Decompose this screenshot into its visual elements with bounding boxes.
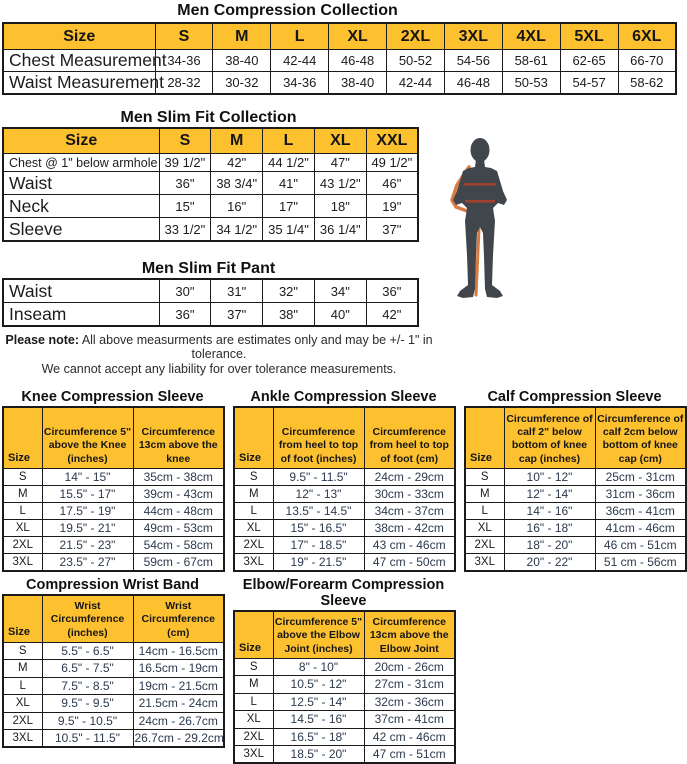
row-label: S: [234, 468, 273, 485]
cell: 14cm - 16.5cm: [133, 642, 224, 660]
row-label: Waist: [3, 172, 159, 195]
column-header: XL: [329, 23, 387, 50]
cell: 9.5" - 11.5": [273, 468, 364, 485]
row-label: Sleeve: [3, 218, 159, 242]
cell: 15" - 16.5": [273, 519, 364, 536]
cell: 24cm - 26.7cm: [133, 712, 224, 730]
table-row: [234, 553, 455, 571]
cell: 42 cm - 46cm: [364, 728, 455, 746]
men-compression-table: [2, 22, 677, 95]
cell: 18" - 20": [504, 536, 595, 553]
cell: 32cm - 36cm: [364, 693, 455, 711]
cell: 19cm - 21.5cm: [133, 677, 224, 695]
cell: 34cm - 37cm: [364, 502, 455, 519]
calf-sleeve-title: Calf Compression Sleeve: [487, 388, 662, 405]
cell: 42": [366, 303, 418, 327]
tolerance-note: [0, 333, 438, 376]
cell: 30-32: [213, 72, 271, 95]
ankle-sleeve-table: [233, 406, 456, 572]
cell: 34": [314, 279, 366, 303]
cell: 21.5" - 23": [42, 536, 133, 553]
column-header: Circumference from heel to top of foot (cm): [364, 407, 455, 469]
row-label: L: [3, 502, 42, 519]
cell: 19": [366, 195, 418, 218]
row-label: 3XL: [3, 730, 42, 748]
sleeve-tables-row: [2, 388, 684, 572]
cell: 43 cm - 46cm: [364, 536, 455, 553]
row-label: Chest Measurement: [3, 50, 155, 72]
elbow-sleeve-table: [233, 610, 456, 764]
row-label: Neck: [3, 195, 159, 218]
row-label: XL: [3, 519, 42, 536]
cell: 12" - 13": [273, 485, 364, 502]
row-label: 3XL: [234, 553, 273, 571]
column-header: Circumference of calf 2cm below bottom of knee cap (cm): [595, 407, 686, 469]
cell: 8" - 10": [273, 658, 364, 676]
column-header: XL: [314, 128, 366, 154]
column-header: Wrist Circumference (inches): [42, 595, 133, 643]
cell: 49cm - 53cm: [133, 519, 224, 536]
cell: 66-70: [618, 50, 676, 72]
cell: 38cm - 42cm: [364, 519, 455, 536]
cell: 23.5" - 27": [42, 553, 133, 571]
header-row: [3, 128, 418, 154]
knee-sleeve-title: Knee Compression Sleeve: [21, 388, 204, 405]
cell: 24cm - 29cm: [364, 468, 455, 485]
row-label: S: [465, 468, 504, 485]
header-row: [3, 595, 224, 643]
note-line2: We cannot accept any liability for over tolerance measurements.: [41, 361, 397, 376]
cell: 58-61: [502, 50, 560, 72]
cell: 17.5" - 19": [42, 502, 133, 519]
column-header: S: [155, 23, 213, 50]
cell: 46-48: [444, 72, 502, 95]
header-row: [3, 23, 676, 50]
table-row: [234, 693, 455, 711]
column-header: M: [213, 23, 271, 50]
row-label: 2XL: [234, 728, 273, 746]
slim-fit-table: [2, 127, 419, 242]
cell: 42-44: [271, 50, 329, 72]
cell: 12" - 14": [504, 485, 595, 502]
row-label: L: [3, 677, 42, 695]
cell: 38 3/4": [211, 172, 263, 195]
row-label: Waist Measurement: [3, 72, 155, 95]
row-label: L: [234, 693, 273, 711]
cell: 9.5" - 9.5": [42, 695, 133, 713]
cell: 31cm - 36cm: [595, 485, 686, 502]
cell: 34-36: [271, 72, 329, 95]
table-row: [3, 642, 224, 660]
section-slim-fit: [0, 109, 679, 242]
column-header: L: [271, 23, 329, 50]
slim-fit-pant-title: Men Slim Fit Pant: [141, 260, 276, 277]
cell: 62-65: [560, 50, 618, 72]
row-label: M: [465, 485, 504, 502]
cell: 50-53: [502, 72, 560, 95]
cell: 36": [366, 279, 418, 303]
cell: 19.5" - 21": [42, 519, 133, 536]
table-row: [3, 502, 224, 519]
header-row: [234, 611, 455, 659]
row-label: 2XL: [234, 536, 273, 553]
figure-head: [471, 138, 490, 162]
column-header: M: [211, 128, 263, 154]
cell: 40": [314, 303, 366, 327]
cell: 30cm - 33cm: [364, 485, 455, 502]
note-line1: All above measurments are estimates only and may be +/- 1" in tolerance.: [79, 333, 433, 362]
cell: 26.7cm - 29.2cm: [134, 731, 224, 746]
cell: 54-56: [444, 50, 502, 72]
cell: 50-52: [387, 50, 445, 72]
table-row: [3, 218, 418, 242]
cell: 36": [159, 172, 211, 195]
section-wrist-band: [2, 577, 223, 764]
column-header: L: [263, 128, 315, 154]
table-row: [3, 712, 224, 730]
cell: 41cm - 46cm: [595, 519, 686, 536]
cell: 30": [159, 279, 211, 303]
cell: 42": [211, 154, 263, 172]
cell: 38-40: [329, 72, 387, 95]
row-label: 2XL: [3, 536, 42, 553]
cell: 27cm - 31cm: [364, 676, 455, 694]
cell: 18.5" - 20": [273, 746, 364, 764]
column-header: Size: [234, 611, 273, 659]
row-label: M: [234, 485, 273, 502]
cell: 34-36: [155, 50, 213, 72]
table-row: [3, 519, 224, 536]
table-row: [234, 711, 455, 729]
row-label: M: [3, 660, 42, 678]
row-label: 3XL: [234, 746, 273, 764]
wrist-band-table: [2, 594, 225, 749]
cell: 37cm - 41cm: [364, 711, 455, 729]
table-row: [3, 468, 224, 485]
column-header: Circumference of calf 2" below bottom of knee cap (inches): [504, 407, 595, 469]
row-label: Chest @ 1" below armhole: [3, 154, 159, 172]
cell: 28-32: [155, 72, 213, 95]
wrist-band-title: Compression Wrist Band: [26, 576, 199, 593]
column-header: Size: [465, 407, 504, 469]
cell: 58-62: [618, 72, 676, 95]
row-label: S: [234, 658, 273, 676]
table-row: [3, 485, 224, 502]
knee-sleeve-table: [2, 406, 225, 572]
section-ankle-sleeve: [233, 389, 454, 572]
cell: 47 cm - 51cm: [364, 746, 455, 764]
table-row: [3, 677, 224, 695]
row-label: M: [234, 676, 273, 694]
row-label: L: [465, 502, 504, 519]
elbow-sleeve-title: Elbow/Forearm Compression Sleeve: [242, 576, 445, 609]
cell: 49 1/2": [366, 154, 418, 172]
band-tables-row: [2, 577, 677, 764]
column-header: 3XL: [444, 23, 502, 50]
column-header: XXL: [366, 128, 418, 154]
slim-fit-pant-table: [2, 278, 419, 327]
table-row: [234, 519, 455, 536]
table-row: [234, 658, 455, 676]
cell: 33 1/2": [159, 218, 211, 242]
cell: 20" - 22": [504, 553, 595, 571]
cell: 19" - 21.5": [273, 553, 364, 571]
row-label: 2XL: [3, 712, 42, 730]
column-header: Size: [3, 23, 155, 50]
table-row: [234, 502, 455, 519]
row-label: S: [3, 642, 42, 660]
table-row: [234, 536, 455, 553]
cell: 47": [314, 154, 366, 172]
row-label: XL: [234, 519, 273, 536]
table-row: [3, 195, 418, 218]
table-row: [234, 728, 455, 746]
cell: 41": [263, 172, 315, 195]
column-header: 6XL: [618, 23, 676, 50]
table-row: [3, 303, 418, 327]
cell: 37": [366, 218, 418, 242]
column-header: Size: [3, 128, 159, 154]
table-row: [234, 746, 455, 764]
column-header: Circumference from heel to top of foot (inches): [273, 407, 364, 469]
table-row: [3, 536, 224, 553]
cell: 39cm - 43cm: [133, 485, 224, 502]
cell: 35 1/4": [263, 218, 315, 242]
cell: 5.5" - 6.5": [42, 642, 133, 660]
row-label: M: [3, 485, 42, 502]
column-header: S: [159, 128, 211, 154]
male-figure-icon: [447, 137, 515, 309]
header-row: [234, 407, 455, 469]
cell: 34 1/2": [211, 218, 263, 242]
cell: 9.5" - 10.5": [42, 712, 133, 730]
column-header: Wrist Circumference (cm): [133, 595, 224, 643]
cell: 36": [159, 303, 211, 327]
cell: 43 1/2": [314, 172, 366, 195]
cell: 44cm - 48cm: [133, 502, 224, 519]
table-row: [234, 676, 455, 694]
table-row: [465, 536, 686, 553]
cell: 35cm - 38cm: [133, 468, 224, 485]
cell: 37": [211, 303, 263, 327]
chest-measure-line: [464, 183, 496, 186]
column-header: Circumference 13cm above the knee: [133, 407, 224, 469]
header-row: [465, 407, 686, 469]
section-calf-sleeve: [464, 389, 685, 572]
cell: 10.5" - 11.5": [42, 730, 133, 748]
cell: 54-57: [560, 72, 618, 95]
row-label: XL: [465, 519, 504, 536]
cell: 47 cm - 50cm: [364, 553, 455, 571]
table-row: [3, 279, 418, 303]
table-row: [465, 502, 686, 519]
row-label: 3XL: [3, 553, 42, 571]
cell: 21.5cm - 24cm: [133, 695, 224, 713]
column-header: Size: [3, 595, 42, 643]
size-chart-page: [0, 2, 684, 762]
cell: 39 1/2": [159, 154, 211, 172]
cell: 31": [211, 279, 263, 303]
cell: 16.5cm - 19cm: [133, 660, 224, 678]
column-header: Size: [3, 407, 42, 469]
cell: 17" - 18.5": [273, 536, 364, 553]
table-row: [465, 519, 686, 536]
cell: 16": [211, 195, 263, 218]
cell: 18": [314, 195, 366, 218]
row-label: Waist: [3, 279, 159, 303]
table-row: [3, 695, 224, 713]
cell: 16" - 18": [504, 519, 595, 536]
ankle-sleeve-title: Ankle Compression Sleeve: [250, 388, 437, 405]
cell: 10" - 12": [504, 468, 595, 485]
table-row: [234, 468, 455, 485]
column-header: Circumference 5" above the Elbow Joint (inches): [273, 611, 364, 659]
table-row: [3, 730, 224, 748]
row-label: Inseam: [3, 303, 159, 327]
cell: 13.5" - 14.5": [273, 502, 364, 519]
cell: 15": [159, 195, 211, 218]
cell: 51 cm - 56cm: [595, 553, 686, 571]
table-row: [3, 72, 676, 95]
cell: 59cm - 67cm: [133, 553, 224, 571]
cell: 38": [263, 303, 315, 327]
cell: 14" - 16": [504, 502, 595, 519]
cell: 16.5" - 18": [273, 728, 364, 746]
section-elbow-sleeve: [233, 577, 454, 764]
table-row: [465, 468, 686, 485]
row-label: S: [3, 468, 42, 485]
table-row: [234, 485, 455, 502]
cell: 15.5" - 17": [42, 485, 133, 502]
cell: 46 cm - 51cm: [595, 536, 686, 553]
column-header: Circumference 13cm above the Elbow Joint: [364, 611, 455, 659]
section-men-compression: [0, 2, 679, 95]
table-row: [465, 485, 686, 502]
cell: 32": [263, 279, 315, 303]
row-label: 2XL: [465, 536, 504, 553]
row-label: 3XL: [465, 553, 504, 571]
row-label: XL: [3, 695, 42, 713]
cell: 6.5" - 7.5": [42, 660, 133, 678]
cell: 42-44: [387, 72, 445, 95]
column-header: 2XL: [387, 23, 445, 50]
cell: 12.5" - 14": [273, 693, 364, 711]
column-header: 4XL: [502, 23, 560, 50]
cell: 10.5" - 12": [273, 676, 364, 694]
slim-fit-title: Men Slim Fit Collection: [120, 109, 297, 126]
column-header: Circumference 5" above the Knee (inches): [42, 407, 133, 469]
cell: 46-48: [329, 50, 387, 72]
cell: 38-40: [213, 50, 271, 72]
row-label: XL: [234, 711, 273, 729]
table-row: [3, 660, 224, 678]
column-header: 5XL: [560, 23, 618, 50]
table-row: [3, 154, 418, 172]
cell: 25cm - 31cm: [595, 468, 686, 485]
waist-measure-line: [465, 200, 495, 203]
cell: 14" - 15": [42, 468, 133, 485]
cell: 36 1/4": [314, 218, 366, 242]
cell: 20cm - 26cm: [364, 658, 455, 676]
table-row: [465, 553, 686, 571]
table-row: [3, 50, 676, 72]
row-label: L: [234, 502, 273, 519]
men-compression-title: Men Compression Collection: [177, 2, 398, 19]
cell: 17": [263, 195, 315, 218]
cell: 44 1/2": [263, 154, 315, 172]
cell: 7.5" - 8.5": [42, 677, 133, 695]
calf-sleeve-table: [464, 406, 687, 572]
section-knee-sleeve: [2, 389, 223, 572]
cell: 14.5" - 16": [273, 711, 364, 729]
note-bold-prefix: Please note:: [5, 333, 80, 347]
cell: 54cm - 58cm: [133, 536, 224, 553]
section-slim-fit-pant: [0, 260, 679, 327]
header-row: [3, 407, 224, 469]
cell: 46": [366, 172, 418, 195]
table-row: [3, 172, 418, 195]
column-header: Size: [234, 407, 273, 469]
table-row: [3, 553, 224, 571]
cell: 36cm - 41cm: [595, 502, 686, 519]
